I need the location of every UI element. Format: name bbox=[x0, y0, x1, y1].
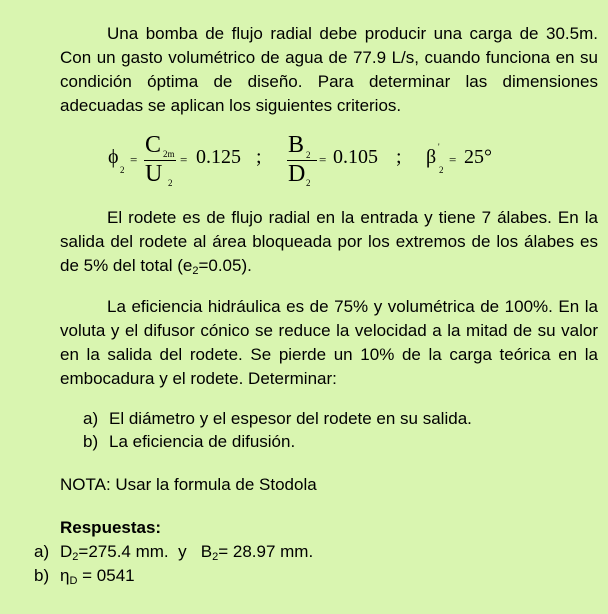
question-a: a) El diámetro y el espesor del rodete en su salida. bbox=[83, 409, 472, 428]
phi-subscript: 2 bbox=[120, 165, 125, 175]
phi-symbol: ϕ bbox=[108, 146, 119, 168]
question-b: b) La eficiencia de difusión. bbox=[83, 432, 296, 451]
c2m-subscript: 2m bbox=[163, 149, 175, 159]
separator: ; bbox=[396, 146, 402, 168]
note: NOTA: Usar la formula de Stodola bbox=[60, 475, 317, 494]
beta-prime: ' bbox=[438, 142, 440, 152]
answers-heading: Respuestas: bbox=[60, 518, 162, 537]
impeller-paragraph: El rodete es de flujo radial en la entrada y tiene 7 álabes. En la salida del rodete al área bloqueada por los extremos de los álabes es de 5% del total $(e_2=0.05)$. bbox=[60, 208, 598, 277]
value-25deg: 25° bbox=[464, 146, 492, 168]
c2m-numerator: C bbox=[145, 132, 162, 158]
value-0105: 0.105 bbox=[333, 146, 378, 168]
d2-subscript: 2 bbox=[306, 178, 311, 188]
beta-subscript: 2 bbox=[439, 165, 444, 175]
b2-subscript: 2 bbox=[306, 150, 311, 160]
b2-numerator: B bbox=[288, 132, 305, 158]
separator: ; bbox=[256, 146, 262, 168]
design-criteria-formula bbox=[108, 132, 528, 192]
d2-denominator: D bbox=[288, 161, 306, 187]
equals-sign: = bbox=[319, 152, 327, 167]
equals-sign: = bbox=[130, 152, 138, 167]
efficiency-paragraph: La eficiencia hidráulica es de 75% y volumétrica de 100%. En la voluta y el difusor cónico se reduce la velocidad a la mitad de su valor en la salida del rodete. Se pierde un 10% de la carga teórica en la embocadura y el rodete. Determinar: bbox=[60, 297, 598, 388]
answer-b: b) $\eta_D = 0541$ bbox=[34, 566, 135, 587]
answer-a: a) $D_2=275.4$ mm. y $B_2= 28.97$ mm. bbox=[34, 542, 314, 563]
equals-sign: = bbox=[449, 152, 457, 167]
beta-symbol: β bbox=[426, 146, 437, 168]
problem-intro: Una bomba de flujo radial debe producir una carga de 30.5m. Con un gasto volumétrico de agua de 77.9 L/s, cuando funciona en su condición óptima de diseño. Para determinar las dimensiones adecuadas se aplican los siguientes criterios. bbox=[60, 24, 598, 115]
u2-subscript: 2 bbox=[168, 178, 173, 188]
u2-denominator: U bbox=[145, 161, 163, 187]
value-0125: 0.125 bbox=[196, 146, 241, 168]
equals-sign: = bbox=[180, 152, 188, 167]
